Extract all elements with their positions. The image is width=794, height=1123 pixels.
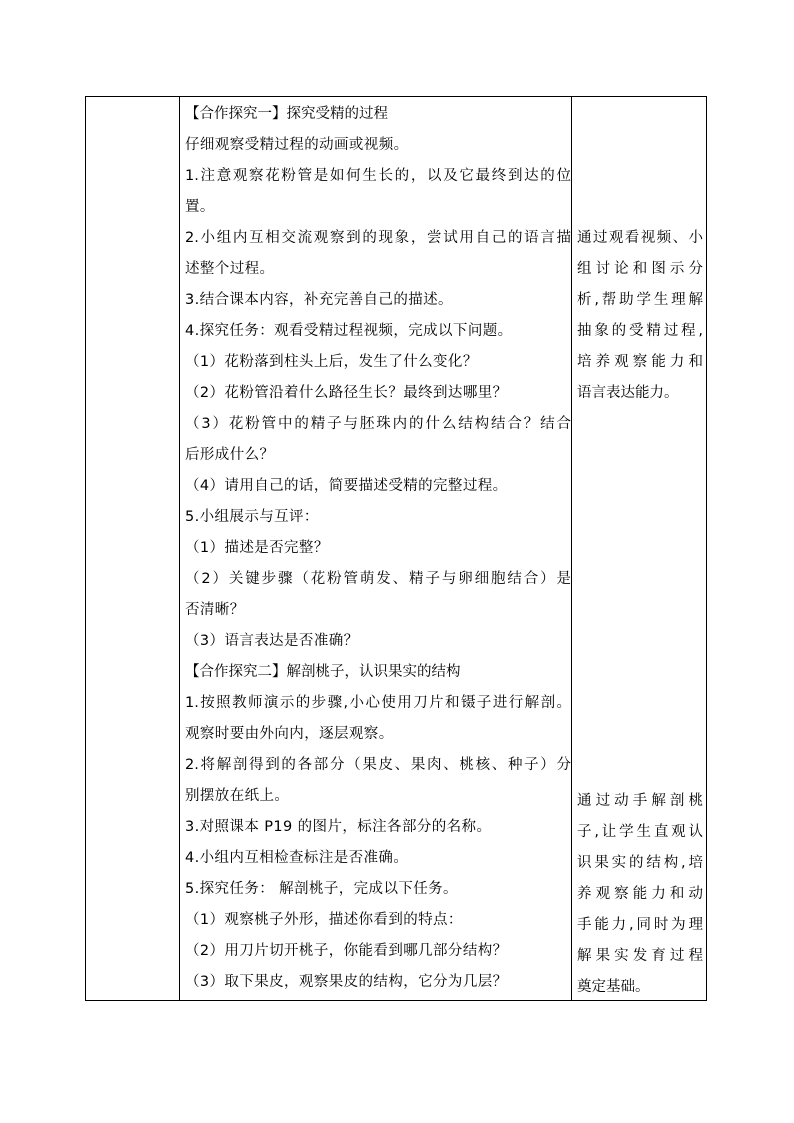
purpose-line: 析,帮助学生理解 [577, 292, 703, 308]
section2-line: （3）取下果皮，观察果皮的结构，它分为几层？ [185, 974, 508, 990]
lesson-table [85, 96, 707, 1001]
section2-line: 别摆放在纸上。 [185, 788, 290, 804]
section1-line: 2.小组内互相交流观察到的现象，尝试用自己的语言描 [185, 230, 571, 246]
purpose-line: 解果实发育过程 [577, 948, 703, 964]
section2-line: 1.按照教师演示的步骤,小心使用刀片和镊子进行解剖。 [185, 695, 571, 711]
section1-line: （1）描述是否完整？ [185, 540, 329, 556]
section2-line: （1）观察桃子外形，描述你看到的特点： [185, 912, 463, 928]
section1-line: 5.小组展示与互评： [185, 509, 319, 525]
section1-line: （1）花粉落到柱头上后，发生了什么变化？ [185, 354, 478, 370]
activity-column [185, 99, 571, 998]
purpose-line: 培养观察能力和 [577, 354, 703, 370]
section1-line: 否清晰？ [185, 602, 245, 618]
section1-line: （3）语言表达是否准确？ [185, 633, 359, 649]
section2-line: 3.对照课本 P19 的图片，标注各部分的名称。 [185, 819, 492, 835]
purpose-line: 语言表达能力。 [577, 385, 679, 401]
section1-line: （3）花粉管中的精子与胚珠内的什么结构结合？结合 [185, 416, 571, 432]
section2-line: 5.探究任务： 解剖桃子，完成以下任务。 [185, 881, 458, 897]
section1-line: 1.注意观察花粉管是如何生长的，以及它最终到达的位 [185, 168, 571, 184]
section1-line: 4.探究任务：观看受精过程视频，完成以下问题。 [185, 323, 513, 339]
section2-line: 4.小组内互相检查标注是否准确。 [185, 850, 409, 866]
section1-line: （2）花粉管沿着什么路径生长？最终到达哪里？ [185, 385, 508, 401]
purpose-line: 通过动手解剖桃 [577, 793, 703, 809]
purpose-line: 手能力,同时为理 [577, 917, 703, 933]
section1-line: 仔细观察受精过程的动画或视频。 [185, 137, 409, 153]
section1-line: （2）关键步骤（花粉管萌发、精子与卵细胞结合）是 [185, 571, 571, 587]
purpose-line: 抽象的受精过程, [577, 323, 703, 339]
section2-line: 观察时要由外向内，逐层观察。 [185, 726, 394, 742]
purpose-line: 通过观看视频、小 [577, 230, 703, 246]
section2-line: （2）用刀片切开桃子，你能看到哪几部分结构？ [185, 943, 508, 959]
section1-line: 3.结合课本内容，补充完善自己的描述。 [185, 292, 453, 308]
purpose-note-1 [577, 223, 703, 409]
section1-title: 【合作探究一】探究受精的过程 [185, 106, 388, 122]
purpose-note-2 [577, 786, 703, 1003]
purpose-line: 子,让学生直观认 [577, 824, 703, 840]
section1-line: 置。 [185, 199, 215, 215]
column-divider-left [179, 97, 180, 1000]
section1-line: （4）请用自己的话，简要描述受精的完整过程。 [185, 478, 508, 494]
section2-title: 【合作探究二】解剖桃子，认识果实的结构 [185, 664, 461, 680]
purpose-line: 组讨论和图示分 [577, 261, 703, 277]
section1-line: 后形成什么？ [185, 447, 275, 463]
purpose-line: 奠定基础。 [577, 979, 650, 995]
purpose-line: 识果实的结构,培 [577, 855, 703, 871]
section2-line: 2.将解剖得到的各部分（果皮、果肉、桃核、种子）分 [185, 757, 571, 773]
purpose-line: 养观察能力和动 [577, 886, 703, 902]
section1-line: 述整个过程。 [185, 261, 275, 277]
column-divider-right [571, 97, 572, 1000]
